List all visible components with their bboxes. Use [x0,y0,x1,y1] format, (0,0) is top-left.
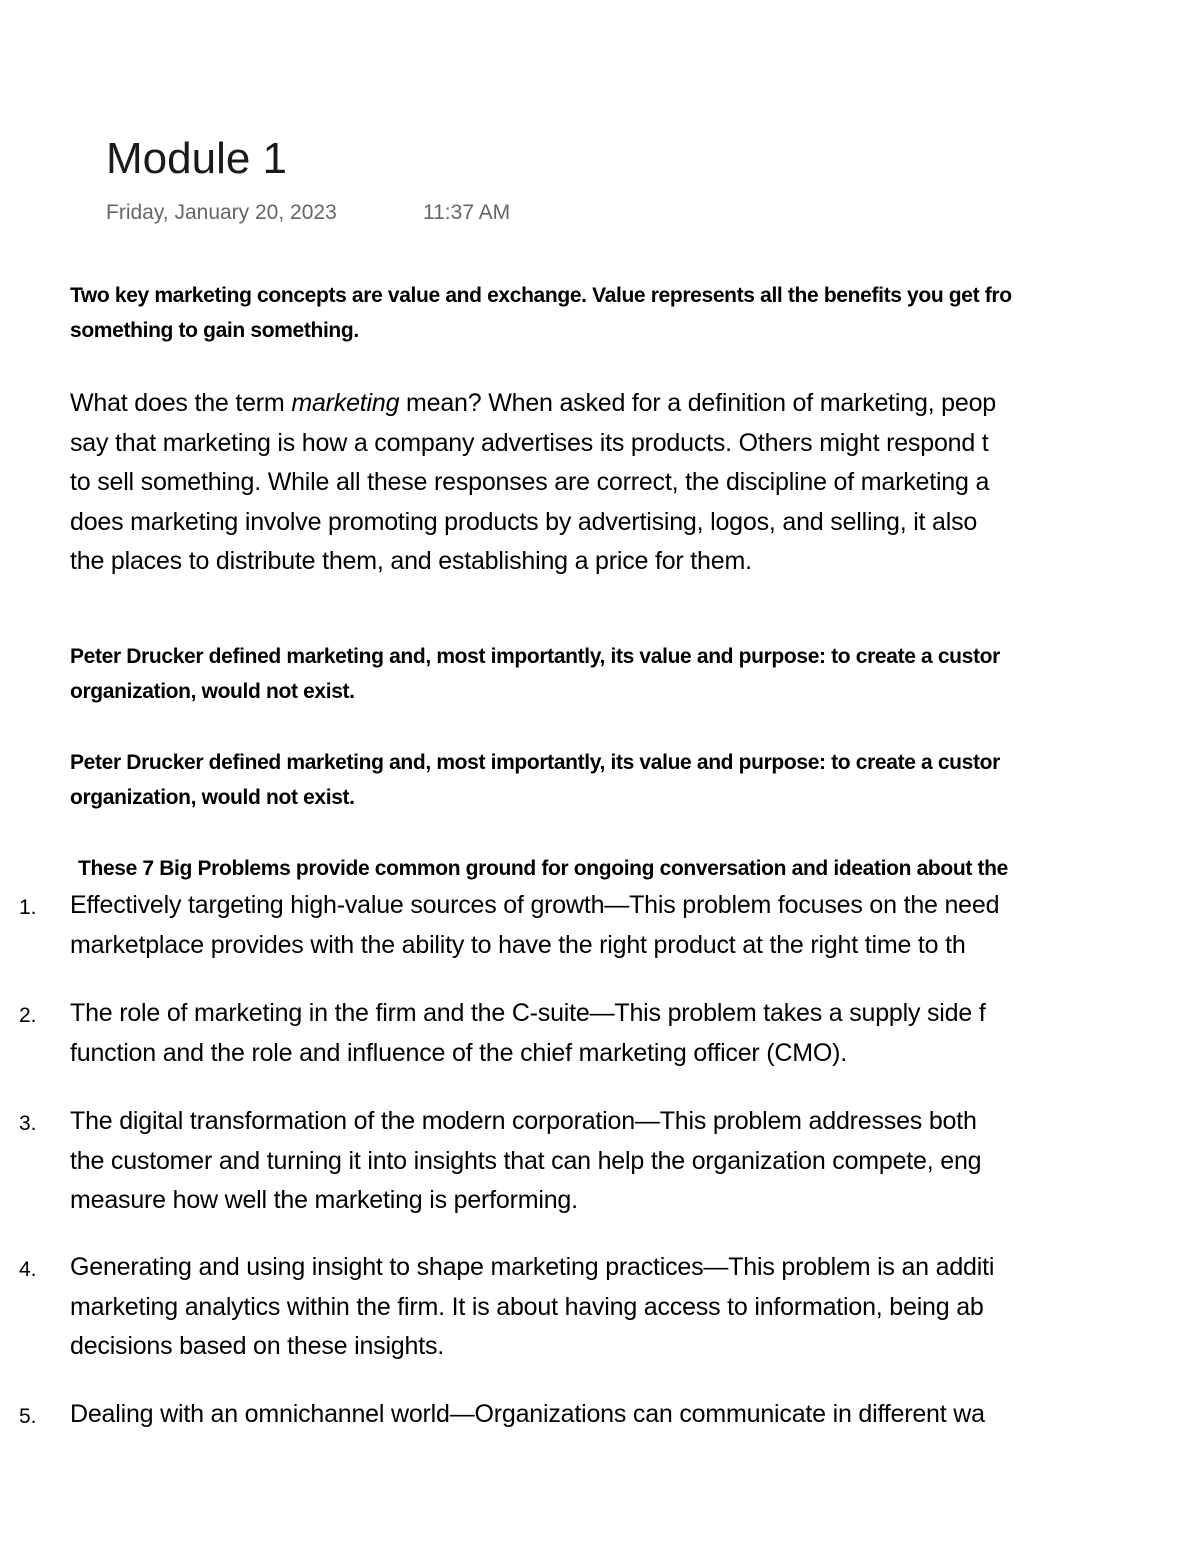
italic-term: marketing [291,389,400,417]
list-item [70,994,986,1073]
text-line: Dealing with an omnichannel world—Organizations can communicate in different wa [70,1400,985,1428]
list-item [70,886,999,965]
page-title: Module 1 [106,134,288,183]
list-number: 2. [19,1004,37,1027]
text-line: organization, would not exist. [70,680,355,703]
text-line: marketplace provides with the ability to have the right product at the right time to th [70,930,966,959]
paragraph-drucker-1 [70,639,1000,709]
text-line: the customer and turning it into insights that can help the organization compete, eng [70,1146,982,1175]
text-line: to sell something. While all these responses are correct, the discipline of marketing a [70,468,990,497]
text-line: does marketing involve promoting products by advertising, logos, and selling, it also [70,507,978,536]
list-item [70,1102,981,1221]
text-line: decisions based on these insights. [70,1332,444,1361]
text-line [70,384,996,424]
text-run: mean? When asked for a definition of marketing, peop [399,389,996,417]
text-run: What does the term [70,389,292,417]
text-line: marketing analytics within the firm. It is about having access to information, being ab [70,1292,984,1321]
text-line: say that marketing is how a company advertises its products. Others might respond t [70,428,989,457]
text-line: something to gain something. [70,319,359,342]
paragraph-value-exchange [70,278,1012,348]
text-line: The role of marketing in the firm and the C-suite—This problem takes a supply side f [70,999,986,1027]
paragraph-drucker-2 [70,745,1000,815]
page-time: 11:37 AM [423,201,511,224]
page-date: Friday, January 20, 2023 [106,201,337,224]
list-heading: These 7 Big Problems provide common ground for ongoing conversation and ideation about the [78,857,1008,880]
list-number: 5. [19,1405,37,1428]
text-line: organization, would not exist. [70,786,355,809]
text-line: function and the role and influence of the chief marketing officer (CMO). [70,1038,848,1067]
list-item [70,1248,994,1367]
list-item [70,1395,985,1435]
list-number: 3. [19,1112,37,1135]
text-line: Peter Drucker defined marketing and, most importantly, its value and purpose: to create a custor [70,751,1000,774]
list-number: 1. [19,896,37,919]
text-line: measure how well the marketing is performing. [70,1186,578,1215]
text-line: The digital transformation of the modern corporation—This problem addresses both [70,1107,977,1135]
text-line: Peter Drucker defined marketing and, most importantly, its value and purpose: to create a custor [70,645,1000,668]
list-number: 4. [19,1258,37,1281]
paragraph-marketing-definition [70,384,996,582]
text-line: the places to distribute them, and establishing a price for them. [70,547,752,576]
text-line: Generating and using insight to shape marketing practices—This problem is an additi [70,1253,995,1281]
text-line: Two key marketing concepts are value and exchange. Value represents all the benefits you get fro [70,284,1012,307]
text-line: Effectively targeting high-value sources of growth—This problem focuses on the need [70,891,1000,919]
